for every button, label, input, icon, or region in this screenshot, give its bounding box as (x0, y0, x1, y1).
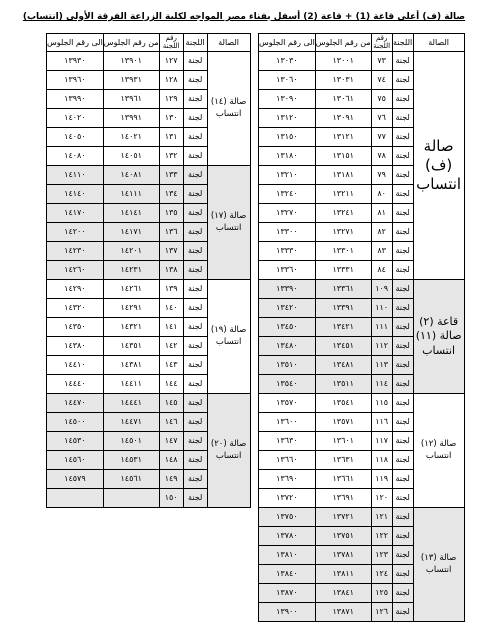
seat-from: ١٣٦٠١ (315, 432, 371, 451)
seat-to: ١٣٢٤٠ (259, 185, 316, 204)
seat-to: ١٣٢١٠ (259, 166, 316, 185)
committee-cell: لجنة (183, 394, 207, 413)
seat-to: ١٣٣٠٠ (259, 223, 316, 242)
seat-from: ١٣٠٠١ (315, 52, 371, 71)
seat-to: ١٤٠٥٠ (47, 128, 104, 147)
seat-to: ١٤١٧٠ (47, 204, 104, 223)
committee-cell: لجنة (392, 375, 413, 394)
hall-name: صالة (١٩) انتساب (207, 280, 250, 394)
seat-from: ١٣٩٣١ (103, 71, 159, 90)
seat-from: ١٤٣٢١ (103, 318, 159, 337)
seat-to: ١٣٨٤٠ (259, 565, 316, 584)
committee-number: ٧٧ (371, 128, 392, 147)
committee-cell: لجنة (183, 261, 207, 280)
seat-from: ١٣١٥١ (315, 147, 371, 166)
committee-cell: لجنة (392, 470, 413, 489)
seat-to: ١٤٥٦٠ (47, 451, 104, 470)
seat-from: ١٣٧٨١ (315, 546, 371, 565)
committee-cell: لجنة (392, 508, 413, 527)
seat-from: ١٣٨٤١ (315, 584, 371, 603)
seat-to: ١٤٤٤٠ (47, 375, 104, 394)
committee-cell: لجنة (183, 147, 207, 166)
hall-header: الصالة (413, 34, 464, 52)
committee-cell: لجنة (183, 223, 207, 242)
seat-to: ١٤٥٧٩ (47, 470, 104, 489)
committee-cell: لجنة (392, 413, 413, 432)
seat-from: ١٣٤٢١ (315, 318, 371, 337)
seat-to: ١٤٥٠٠ (47, 413, 104, 432)
committee-number: ٧٦ (371, 109, 392, 128)
committee-number: ١٤٠ (159, 299, 183, 318)
committee-number: ١١٦ (371, 413, 392, 432)
committee-number: ١٣٥ (159, 204, 183, 223)
committee-number: ١٣٤ (159, 185, 183, 204)
committee-number: ١٤١ (159, 318, 183, 337)
right-seating-table (258, 33, 465, 622)
seat-from: ١٣١٨١ (315, 166, 371, 185)
committee-number: ١٤٦ (159, 413, 183, 432)
table-row (259, 280, 465, 299)
committee-number: ١٤٣ (159, 356, 183, 375)
hall-name: صالة (١٣) انتساب (413, 508, 464, 622)
committee-cell: لجنة (392, 90, 413, 109)
seat-from: ١٣٣٣١ (315, 261, 371, 280)
committee-number: ١٣٦ (159, 223, 183, 242)
seat-to: ١٣٠٦٠ (259, 71, 316, 90)
committee-cell: لجنة (392, 565, 413, 584)
to-header: الى رقم الجلوس (259, 34, 316, 52)
committee-number: ١١٠ (371, 299, 392, 318)
committee-number: ١٤٥ (159, 394, 183, 413)
seat-from: ١٤٥٣١ (103, 451, 159, 470)
committee-number: ١١٤ (371, 375, 392, 394)
seat-from: ١٣٧٢١ (315, 508, 371, 527)
seat-from: ١٣٥١١ (315, 375, 371, 394)
committee-number: ٧٥ (371, 90, 392, 109)
seat-from: ١٤٣٨١ (103, 356, 159, 375)
committee-cell: لجنة (183, 280, 207, 299)
committee-header: اللجنة (183, 34, 207, 52)
hall-name: صالة (٢٠) انتساب (207, 394, 250, 508)
committee-cell: لجنة (392, 280, 413, 299)
seat-from: ١٣٠٩١ (315, 109, 371, 128)
committee-number: ١٢٢ (371, 527, 392, 546)
committee-cell: لجنة (392, 109, 413, 128)
table-row (47, 394, 251, 413)
number-header: رقم اللجنة (159, 34, 183, 52)
seat-to: ١٣٧٨٠ (259, 527, 316, 546)
seat-to (47, 489, 104, 508)
seat-from: ١٣٤٨١ (315, 356, 371, 375)
page-title: صالة (ف) أعلى قاعة (1) + قاعة (2) أسفل بفناء مصر المواجه لكلية الزراعة الفرقة الأولى (انتساب) (22, 12, 466, 22)
seat-to: ١٤٣٨٠ (47, 337, 104, 356)
seat-from: ١٤٢٣١ (103, 261, 159, 280)
committee-number: ١٣٧ (159, 242, 183, 261)
seat-to: ١٤١١٠ (47, 166, 104, 185)
seat-from (103, 489, 159, 508)
seat-from: ١٣٢٧١ (315, 223, 371, 242)
committee-cell: لجنة (392, 356, 413, 375)
seat-to: ١٣٩٠٠ (259, 603, 316, 622)
committee-number: ١٢٠ (371, 489, 392, 508)
committee-number: ١٤٢ (159, 337, 183, 356)
hall-name: صالة (ف) انتساب (413, 52, 464, 280)
committee-number: ١١٨ (371, 451, 392, 470)
committee-number: ١٤٧ (159, 432, 183, 451)
seat-to: ١٣٦٦٠ (259, 451, 316, 470)
from-header: من رقم الجلوس (315, 34, 371, 52)
committee-number: ٧٨ (371, 147, 392, 166)
committee-cell: لجنة (183, 413, 207, 432)
seat-from: ١٣٢١١ (315, 185, 371, 204)
committee-number: ١١٢ (371, 337, 392, 356)
to-header: الى رقم الجلوس (47, 34, 104, 52)
committee-cell: لجنة (183, 318, 207, 337)
seat-from: ١٤١١١ (103, 185, 159, 204)
committee-cell: لجنة (183, 432, 207, 451)
seat-from: ١٣٣٠١ (315, 242, 371, 261)
seat-to: ١٣٦٠٠ (259, 413, 316, 432)
header-row (259, 34, 465, 52)
header-row (47, 34, 251, 52)
seat-to: ١٣٤٨٠ (259, 337, 316, 356)
table-row (259, 394, 465, 413)
left-table-body (47, 52, 251, 508)
table-row (259, 52, 465, 71)
seat-to: ١٣٩٣٠ (47, 52, 104, 71)
committee-number: ١١٣ (371, 356, 392, 375)
committee-number: ١٣٢ (159, 147, 183, 166)
seat-to: ١٣٢٧٠ (259, 204, 316, 223)
committee-number: ١٢٧ (159, 52, 183, 71)
committee-cell: لجنة (183, 166, 207, 185)
seat-to: ١٣٥٧٠ (259, 394, 316, 413)
seat-from: ١٣٢٤١ (315, 204, 371, 223)
seat-from: ١٣٠٣١ (315, 71, 371, 90)
committee-number: ١٤٤ (159, 375, 183, 394)
seat-from: ١٣٩٩١ (103, 109, 159, 128)
seat-to: ١٣٩٩٠ (47, 90, 104, 109)
committee-cell: لجنة (183, 109, 207, 128)
committee-cell: لجنة (392, 242, 413, 261)
seat-from: ١٣٨٧١ (315, 603, 371, 622)
committee-cell: لجنة (183, 299, 207, 318)
seat-from: ١٣١٢١ (315, 128, 371, 147)
committee-cell: لجنة (392, 52, 413, 71)
committee-cell: لجنة (392, 584, 413, 603)
committee-number: ٨٤ (371, 261, 392, 280)
committee-cell: لجنة (183, 356, 207, 375)
seat-from: ١٣٦٣١ (315, 451, 371, 470)
committee-cell: لجنة (183, 185, 207, 204)
seat-to: ١٤٠٢٠ (47, 109, 104, 128)
seat-to: ١٣٠٣٠ (259, 52, 316, 71)
seat-from: ١٣٩٦١ (103, 90, 159, 109)
committee-header: اللجنة (392, 34, 413, 52)
seat-to: ١٣٤٢٠ (259, 299, 316, 318)
hall-header: الصالة (207, 34, 250, 52)
committee-cell: لجنة (392, 185, 413, 204)
seat-to: ١٣٠٩٠ (259, 90, 316, 109)
seat-from: ١٣٩٠١ (103, 52, 159, 71)
table-row (47, 166, 251, 185)
seat-from: ١٤١٧١ (103, 223, 159, 242)
committee-cell: لجنة (183, 451, 207, 470)
committee-cell: لجنة (392, 451, 413, 470)
number-header: رقم اللجنة (371, 34, 392, 52)
committee-number: ٧٣ (371, 52, 392, 71)
committee-number: ٨٢ (371, 223, 392, 242)
hall-name: صالة (١٧) انتساب (207, 166, 250, 280)
hall-name: صالة (١٤) انتساب (207, 52, 250, 166)
seat-to: ١٤٣٢٠ (47, 299, 104, 318)
committee-number: ١٣٠ (159, 109, 183, 128)
seat-to: ١٤٢٣٠ (47, 242, 104, 261)
seat-to: ١٣٣٩٠ (259, 280, 316, 299)
committee-number: ١٢٣ (371, 546, 392, 565)
committee-cell: لجنة (392, 128, 413, 147)
seat-from: ١٤٤٤١ (103, 394, 159, 413)
committee-number: ١٢١ (371, 508, 392, 527)
committee-cell: لجنة (392, 299, 413, 318)
left-seating-table (46, 33, 251, 508)
committee-number: ١٣١ (159, 128, 183, 147)
seat-to: ١٤٠٨٠ (47, 147, 104, 166)
committee-cell: لجنة (392, 337, 413, 356)
seat-to: ١٣٩٦٠ (47, 71, 104, 90)
seat-to: ١٣٧٥٠ (259, 508, 316, 527)
seat-to: ١٤١٤٠ (47, 185, 104, 204)
seat-to: ١٣٤٥٠ (259, 318, 316, 337)
seat-from: ١٤٣٥١ (103, 337, 159, 356)
seat-from: ١٣٨١١ (315, 565, 371, 584)
seat-to: ١٣٧٢٠ (259, 489, 316, 508)
seat-to: ١٣٣٦٠ (259, 261, 316, 280)
committee-number: ١٣٨ (159, 261, 183, 280)
seat-to: ١٤٢٦٠ (47, 261, 104, 280)
committee-number: ١٤٩ (159, 470, 183, 489)
committee-cell: لجنة (183, 489, 207, 508)
hall-name: صالة (١٢) انتساب (413, 394, 464, 508)
seat-to: ١٤٢٩٠ (47, 280, 104, 299)
seat-to: ١٤٣٥٠ (47, 318, 104, 337)
committee-number: ١٢٤ (371, 565, 392, 584)
seat-from: ١٣٣٦١ (315, 280, 371, 299)
committee-cell: لجنة (392, 204, 413, 223)
seat-to: ١٣١٥٠ (259, 128, 316, 147)
committee-number: ٨١ (371, 204, 392, 223)
committee-number: ٧٤ (371, 71, 392, 90)
seat-to: ١٣١٢٠ (259, 109, 316, 128)
right-table-body (259, 52, 465, 622)
seat-to: ١٣٨١٠ (259, 546, 316, 565)
seat-from: ١٤٠٢١ (103, 128, 159, 147)
committee-cell: لجنة (392, 603, 413, 622)
committee-number: ١١٥ (371, 394, 392, 413)
seat-to: ١٤٢٠٠ (47, 223, 104, 242)
committee-number: ١٤٨ (159, 451, 183, 470)
seat-to: ١٣٥٤٠ (259, 375, 316, 394)
seat-from: ١٣٤٥١ (315, 337, 371, 356)
committee-cell: لجنة (392, 546, 413, 565)
committee-number: ١٢٦ (371, 603, 392, 622)
seat-to: ١٤٤٧٠ (47, 394, 104, 413)
seat-to: ١٣٥١٠ (259, 356, 316, 375)
committee-number: ٨٠ (371, 185, 392, 204)
committee-cell: لجنة (392, 489, 413, 508)
seat-to: ١٣٨٧٠ (259, 584, 316, 603)
seat-to: ١٣٣٣٠ (259, 242, 316, 261)
committee-number: ١٥٠ (159, 489, 183, 508)
committee-cell: لجنة (183, 128, 207, 147)
committee-cell: لجنة (183, 375, 207, 394)
seat-from: ١٣٦٦١ (315, 470, 371, 489)
table-row (47, 52, 251, 71)
seat-from: ١٤٤١١ (103, 375, 159, 394)
seat-from: ١٤٥٦١ (103, 470, 159, 489)
committee-number: ٧٩ (371, 166, 392, 185)
committee-number: ١١٧ (371, 432, 392, 451)
committee-cell: لجنة (183, 52, 207, 71)
committee-cell: لجنة (392, 147, 413, 166)
committee-cell: لجنة (392, 527, 413, 546)
committee-cell: لجنة (183, 337, 207, 356)
committee-number: ١١١ (371, 318, 392, 337)
committee-cell: لجنة (392, 223, 413, 242)
seat-from: ١٤٠٨١ (103, 166, 159, 185)
committee-number: ١٢٨ (159, 71, 183, 90)
seat-to: ١٤٤١٠ (47, 356, 104, 375)
table-row (47, 280, 251, 299)
seat-from: ١٤٥٠١ (103, 432, 159, 451)
committee-number: ١٢٩ (159, 90, 183, 109)
committee-cell: لجنة (183, 470, 207, 489)
seat-from: ١٣٠٦١ (315, 90, 371, 109)
hall-name: قاعة (٢) صالة (١١) انتساب (413, 280, 464, 394)
seat-from: ١٣٧٥١ (315, 527, 371, 546)
committee-cell: لجنة (392, 318, 413, 337)
from-header: من رقم الجلوس (103, 34, 159, 52)
seat-from: ١٣٦٩١ (315, 489, 371, 508)
committee-cell: لجنة (183, 71, 207, 90)
committee-cell: لجنة (392, 71, 413, 90)
committee-cell: لجنة (392, 261, 413, 280)
table-row (259, 508, 465, 527)
committee-number: ١١٩ (371, 470, 392, 489)
committee-number: ١٠٩ (371, 280, 392, 299)
seat-from: ١٣٣٩١ (315, 299, 371, 318)
committee-cell: لجنة (392, 166, 413, 185)
seat-from: ١٤١٤١ (103, 204, 159, 223)
seat-from: ١٣٥٤١ (315, 394, 371, 413)
committee-number: ١٢٥ (371, 584, 392, 603)
committee-cell: لجنة (183, 204, 207, 223)
committee-number: ١٣٣ (159, 166, 183, 185)
seat-to: ١٣٦٣٠ (259, 432, 316, 451)
seat-to: ١٣١٨٠ (259, 147, 316, 166)
seat-to: ١٤٥٣٠ (47, 432, 104, 451)
seat-from: ١٤٤٧١ (103, 413, 159, 432)
committee-number: ١٣٩ (159, 280, 183, 299)
committee-cell: لجنة (392, 394, 413, 413)
committee-cell: لجنة (183, 90, 207, 109)
committee-cell: لجنة (183, 242, 207, 261)
seat-to: ١٣٦٩٠ (259, 470, 316, 489)
committee-cell: لجنة (392, 432, 413, 451)
seat-from: ١٤٢٩١ (103, 299, 159, 318)
seat-from: ١٤٢٦١ (103, 280, 159, 299)
seat-from: ١٣٥٧١ (315, 413, 371, 432)
seat-from: ١٤٠٥١ (103, 147, 159, 166)
seat-from: ١٤٢٠١ (103, 242, 159, 261)
committee-number: ٨٣ (371, 242, 392, 261)
